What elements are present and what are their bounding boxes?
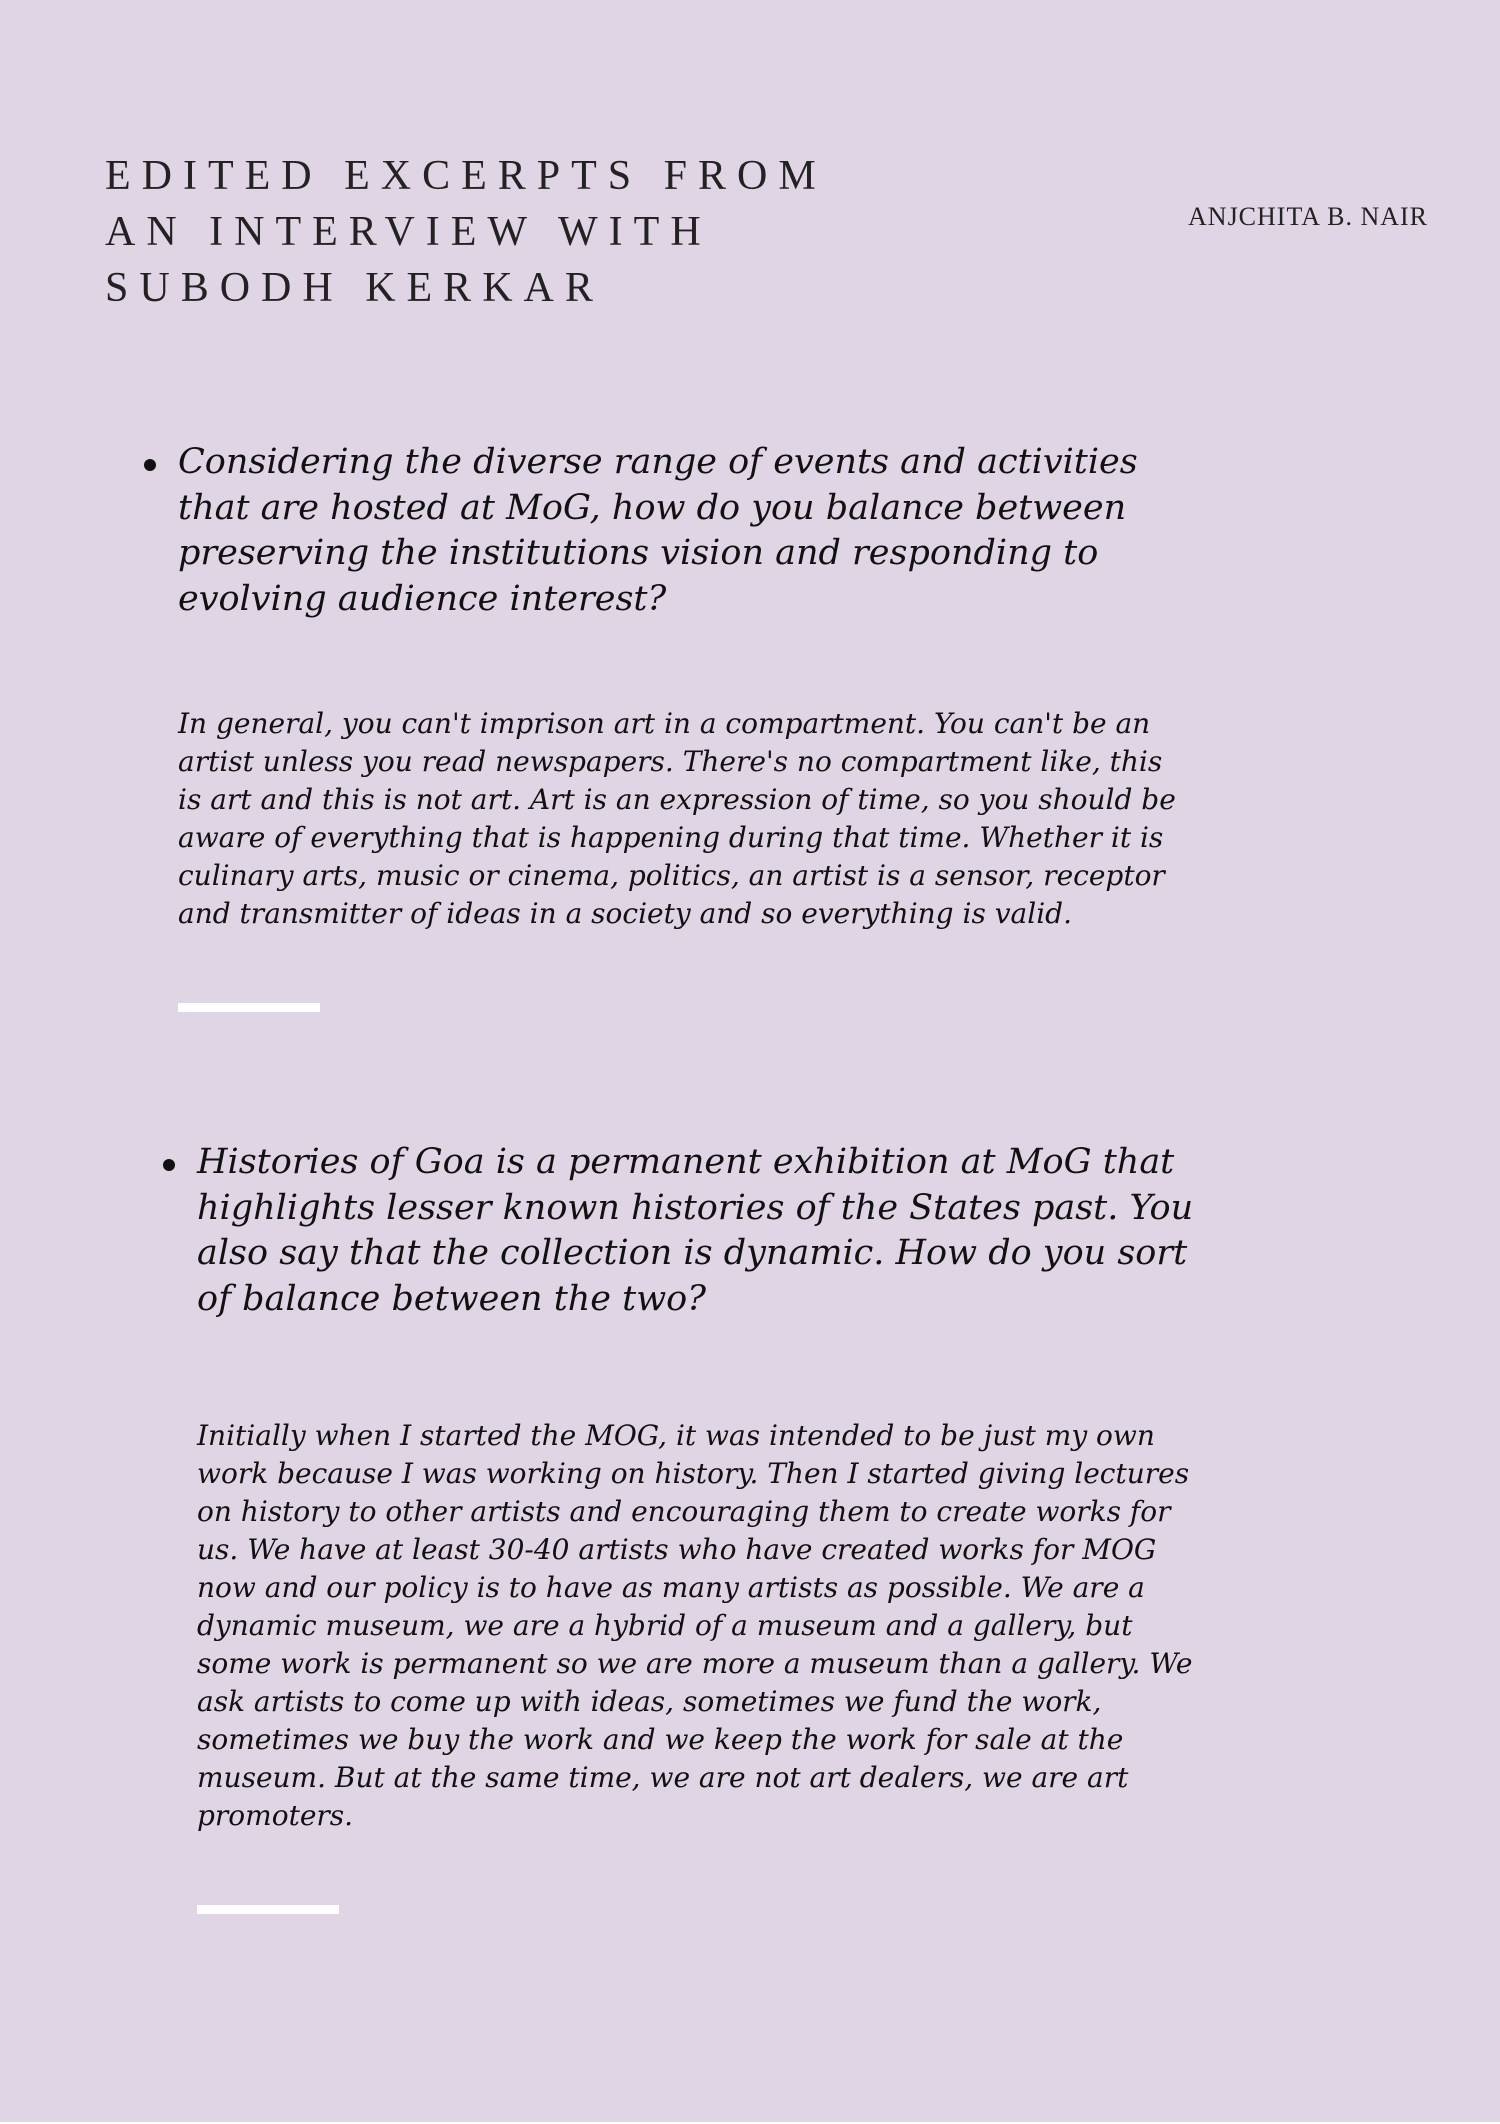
question-1 [178,440,1178,622]
question-2-text: Histories of Goa is a permanent exhibition at MoG that highlights lesser known histories of the States past. You also say that the collection is dynamic. How do you sort of balance between the two? [197,1142,1194,1319]
question-2 [197,1140,1207,1322]
answer-2: Initially when I started the MOG, it was intended to be just my own work because I was working on history. Then I started giving lectures on history to other artists and encouraging them to create works for us. We have at least 30-40 artists who have created works for MOG now and our policy is to have as many artists as possible. We are a dynamic museum, we are a hybrid of a museum and a gallery, but some work is permanent so we are more a museum than a gallery. We ask artists to come up with ideas, sometimes we fund the work, sometimes we buy the work and we keep the work for sale at the museum. But at the same time, we are not art dealers, we are art promoters. [197,1419,1193,1832]
page-title [105,148,925,316]
qa-block-2 [197,1140,1207,1914]
answer-1: In general, you can't imprison art in a compartment. You can't be an artist unless you read newspapers. There's no compartment like, this is art and this is not art. Art is an expression of time, so you should be aware of everything that is happening during that time. Whether it is culinary arts, music or cinema, politics, an artist is a sensor, receptor and transmitter of ideas in a society and so everything is valid. [178,707,1176,930]
title-line-1: EDITED EXCERPTS FROM [105,153,827,199]
title-line-3: SUBODH KERKAR [105,265,604,311]
title-line-2: AN INTERVIEW WITH [105,209,712,255]
qa-block-1 [178,440,1178,1012]
bullet-icon [144,459,156,471]
question-1-text: Considering the diverse range of events and activities that are hosted at MoG, how do you balance between preserving the institutions vision and responding to evolving audience interest? [178,442,1138,619]
bullet-icon [163,1159,175,1171]
divider-1 [178,1003,320,1012]
author-name: ANJCHITA B. NAIR [1188,202,1428,231]
divider-2 [197,1905,339,1914]
